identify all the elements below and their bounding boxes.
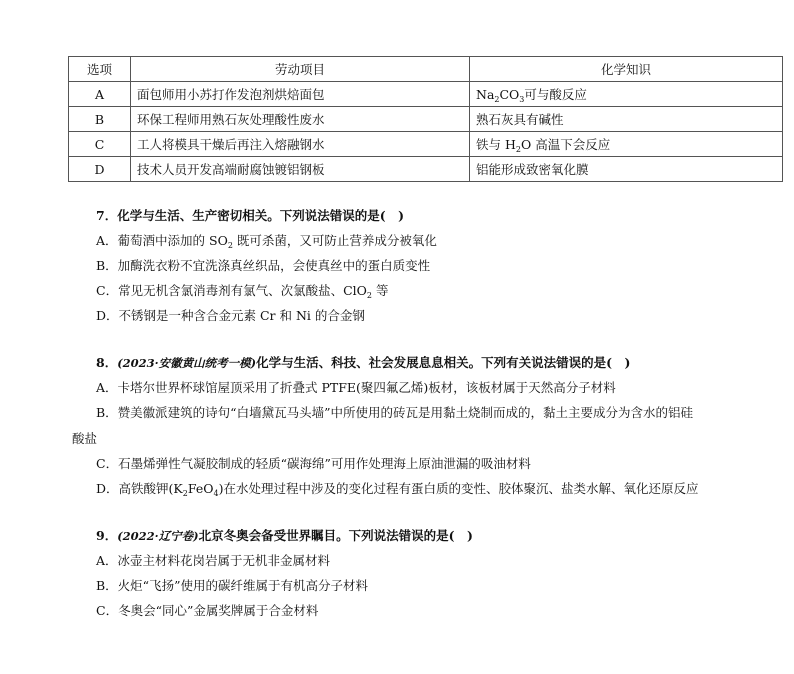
option-text: 既可杀菌，又可防止营养成分被氧化 <box>232 233 437 248</box>
table-row <box>69 132 783 157</box>
q7-option-b: B．加酶洗衣粉不宜洗涤真丝织品，会使真丝中的蛋白质变性 <box>96 258 431 273</box>
option-text: A．葡萄酒中添加的 SO <box>96 233 228 248</box>
table-row <box>69 157 783 182</box>
q8-option-b: B．赞美徽派建筑的诗句“白墙黛瓦马头墙”中所使用的砖瓦是用黏土烧制而成的，黏土主要成分为含水的铝硅 <box>96 405 693 420</box>
subscript: 2 <box>366 291 372 300</box>
row-labor: 环保工程师用熟石灰处理酸性废水 <box>131 107 470 132</box>
row-option: B <box>69 107 131 132</box>
q8-stem <box>96 353 630 371</box>
question-number: 8． <box>96 355 118 370</box>
option-text: D．高铁酸钾(K <box>96 481 183 496</box>
option-text: C．常见无机含氯消毒剂有氯气、次氯酸盐、ClO <box>96 283 367 298</box>
row-labor: 技术人员开发高端耐腐蚀镀铝钢板 <box>131 157 470 182</box>
question-number: 9． <box>96 528 118 543</box>
header-labor: 劳动项目 <box>131 57 470 82</box>
row-option: A <box>69 82 131 107</box>
q8-option-a: A．卡塔尔世界杯球馆屋顶采用了折叠式 PTFE(聚四氟乙烯)板材，该板材属于天然高分子材料 <box>96 380 616 395</box>
row-option: D <box>69 157 131 182</box>
q8-option-d <box>96 479 698 497</box>
q7-stem: 7．化学与生活、生产密切相关。下列说法错误的是( ) <box>96 208 405 223</box>
header-option: 选项 <box>69 57 131 82</box>
row-knowledge <box>470 132 783 157</box>
subscript: 3 <box>519 95 525 104</box>
option-text: )在水处理过程中涉及的变化过程有蛋白质的变性、胶体聚沉、盐类水解、氧化还原反应 <box>218 481 699 496</box>
header-knowledge: 化学知识 <box>470 57 783 82</box>
question-source: (2023·安徽黄山统考一模) <box>117 356 257 370</box>
table-row <box>69 82 783 107</box>
comparison-table <box>68 56 783 182</box>
row-labor: 面包师用小苏打作发泡剂烘焙面包 <box>131 82 470 107</box>
q8-option-b-continued: 酸盐 <box>72 431 98 446</box>
table-row <box>69 107 783 132</box>
subscript: 2 <box>182 489 188 498</box>
subscript: 2 <box>494 95 500 104</box>
q7-option-d: D．不锈钢是一种含合金元素 Cr 和 Ni 的合金钢 <box>96 308 365 323</box>
knowledge-text: Na <box>476 87 495 102</box>
q9-option-c: C．冬奥会“同心”金属奖牌属于合金材料 <box>96 603 319 618</box>
q9-stem <box>96 526 473 544</box>
row-labor: 工人将模具干燥后再注入熔融钢水 <box>131 132 470 157</box>
q7-option-a <box>96 231 437 249</box>
subscript: 4 <box>213 489 219 498</box>
table-header-row <box>69 57 783 82</box>
stem-text: 北京冬奥会备受世界瞩目。下列说法错误的是( ) <box>198 528 473 543</box>
option-text: FeO <box>187 481 214 496</box>
q7-option-c <box>96 281 388 299</box>
row-knowledge: 铝能形成致密氧化膜 <box>470 157 783 182</box>
row-knowledge: 熟石灰具有碱性 <box>470 107 783 132</box>
knowledge-text: 铁与 H <box>476 137 516 152</box>
option-text: 等 <box>371 283 389 298</box>
knowledge-text: 可与酸反应 <box>524 87 587 102</box>
knowledge-text: CO <box>499 87 520 102</box>
q9-option-a: A．冰壶主材料花岗岩属于无机非金属材料 <box>96 553 331 568</box>
q8-option-c: C．石墨烯弹性气凝胶制成的轻质“碳海绵”可用作处理海上原油泄漏的吸油材料 <box>96 456 531 471</box>
stem-text: 化学与生活、科技、社会发展息息相关。下列有关说法错误的是( ) <box>256 355 631 370</box>
q9-option-b: B．火炬“飞扬”使用的碳纤维属于有机高分子材料 <box>96 578 368 593</box>
subscript: 2 <box>227 241 233 250</box>
subscript: 2 <box>515 145 521 154</box>
row-option: C <box>69 132 131 157</box>
row-knowledge <box>470 82 783 107</box>
question-source: (2022·辽宁卷) <box>117 529 199 543</box>
knowledge-text: O 高温下会反应 <box>520 137 611 152</box>
